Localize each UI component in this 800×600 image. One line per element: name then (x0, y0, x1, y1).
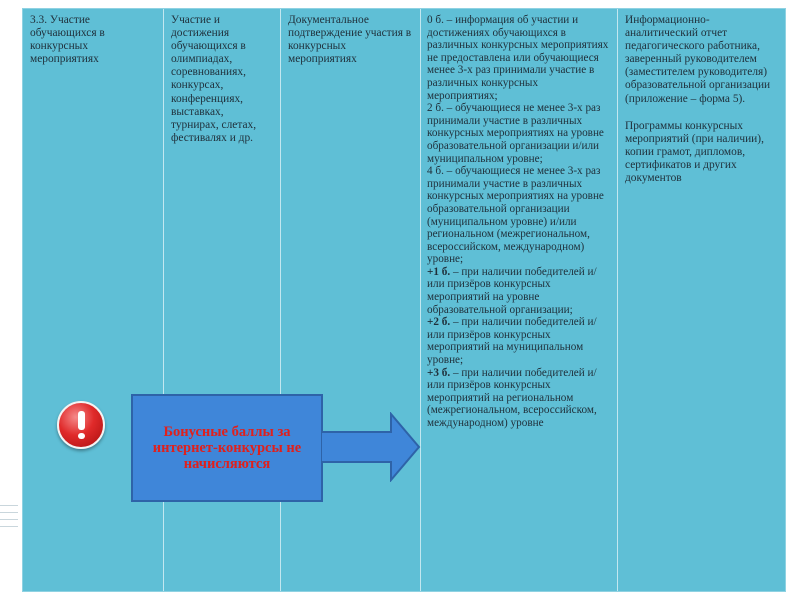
bonus-3-text: – при наличии победителей и/или призёров конкурсных мероприятий на региональном (межрегиональном, всероссийском, международном) уровне (427, 366, 597, 429)
table-col-scoring (421, 9, 618, 591)
score-0: 0 б. – информация об участии и достижениях обучающихся в различных конкурсных мероприятиях не предоставлена или обучающиеся менее 3-х раз принимали участие в различных конкурсных мероприятиях; (427, 14, 609, 102)
decor-line (0, 512, 18, 513)
evidence-text: Документальное подтверждение участия в конкурсных мероприятиях (288, 14, 412, 66)
slide-table (22, 8, 786, 592)
callout-box (131, 394, 323, 502)
bonus-2 (427, 316, 611, 366)
callout-text: Бонусные баллы за интернет-конкурсы не начисляются (152, 424, 302, 472)
documents-report: Информационно-аналитический отчет педагогического работника, заверенный руководителем (заместителем руководителя) образовательной организации (приложение – форма 5). (625, 14, 771, 105)
bonus-2-text: – при наличии победителей и/или призёров конкурсных мероприятий на муниципальном уровне; (427, 316, 597, 367)
bonus-1-head: +1 б. (427, 265, 451, 278)
score-2: 2 б. – обучающиеся не менее 3-х раз принимали участие в различных конкурсных мероприятиях на уровне образовательной организации и/или муниципальном уровне; (427, 102, 604, 165)
score-4: 4 б. – обучающиеся не менее 3-х раз принимали участие в различных конкурсных мероприятиях на уровне образовательной организации (муниципальном уровне) и/или региональном (межрегиональном, всероссийском, международном) уровне; (427, 165, 604, 266)
table-col-evidence (281, 9, 421, 591)
bonus-3 (427, 367, 611, 430)
criterion-title: 3.3. Участие обучающихся в конкурсных мероприятиях (30, 14, 105, 66)
decor-line (0, 526, 18, 527)
arrow-right-icon (321, 412, 421, 482)
bonus-1-text: – при наличии победителей и/или призёров конкурсных мероприятий на уровне образовательной организации; (427, 265, 597, 316)
decor-line (0, 519, 18, 520)
indicator-text: Участие и достижения обучающихся в олимпиадах, соревнованиях, конкурсах, конференциях, выставках, турнирах, слетах, фестивалях и др. (171, 14, 257, 144)
decor-line (0, 505, 18, 506)
table-col-indicator (164, 9, 281, 591)
exclamation-circle-icon (57, 401, 105, 449)
bonus-1 (427, 266, 611, 316)
table-col-documents (618, 9, 787, 591)
bonus-2-head: +2 б. (427, 316, 451, 329)
documents-programs: Программы конкурсных мероприятий (при наличии), копии грамот, дипломов, сертификатов и других документов (625, 119, 764, 185)
bonus-3-head: +3 б. (427, 366, 451, 379)
table-col-criterion (23, 9, 164, 591)
